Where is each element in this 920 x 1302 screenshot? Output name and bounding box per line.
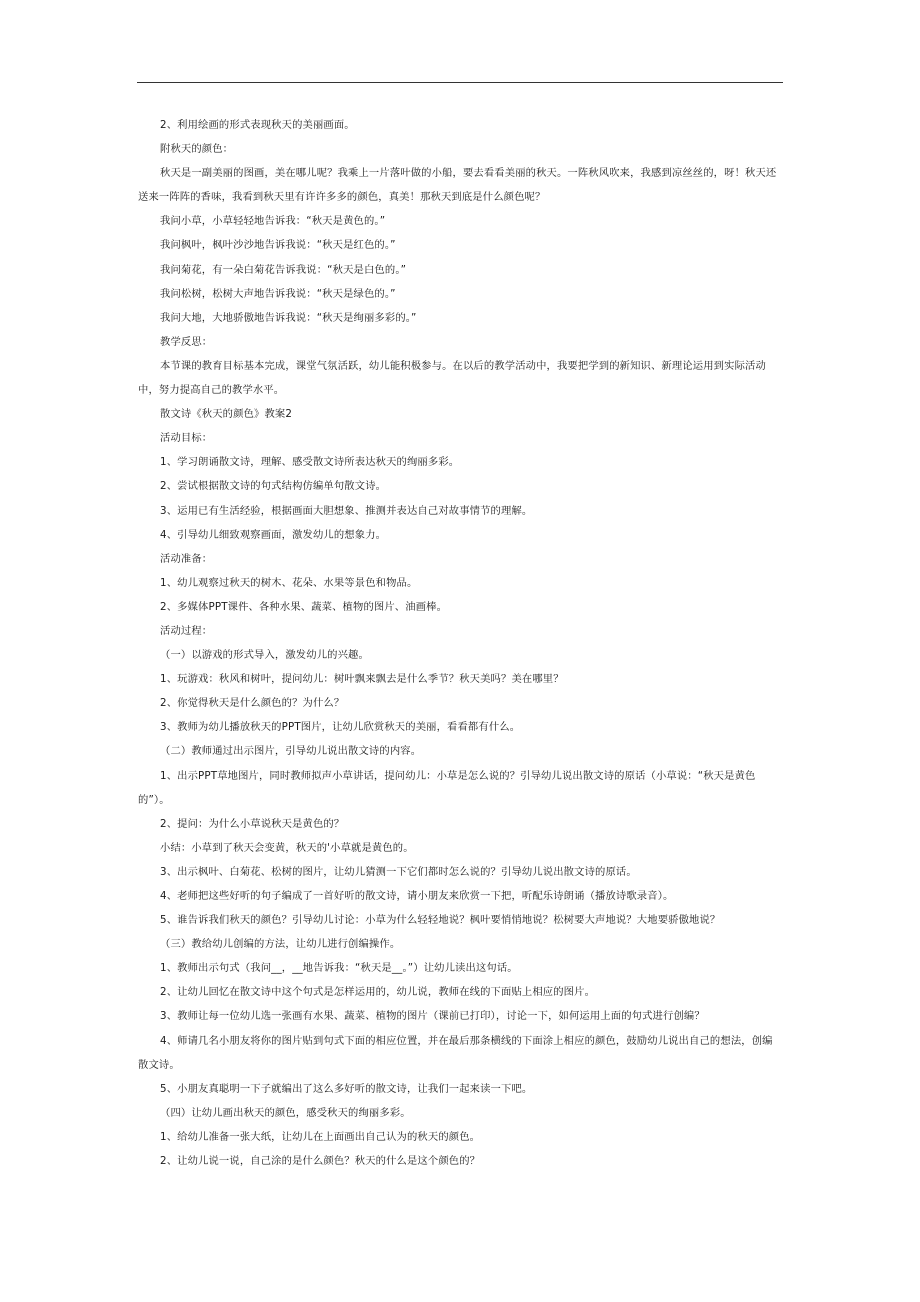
paragraph: 散文诗《秋天的颜色》教案2 bbox=[160, 408, 293, 421]
paragraph: 5、小朋友真聪明一下子就编出了这么多好听的散文诗，让我们一起来读一下吧。 bbox=[160, 1082, 533, 1095]
paragraph: 4、引导幼儿细致观察画面，激发幼儿的想象力。 bbox=[160, 528, 387, 541]
paragraph: 4、老师把这些好听的句子编成了一首好听的散文诗，请小朋友来欣赏一下把，听配乐诗朗诵（播放诗歌录音）。 bbox=[160, 890, 674, 902]
paragraph: 2、提问：为什么小草说秋天是黄色的？ bbox=[160, 817, 345, 830]
paragraph: 3、出示枫叶、白菊花、松树的图片，让幼儿猜测一下它们都时怎么说的？引导幼儿说出散文诗的原话。 bbox=[160, 865, 637, 878]
paragraph: 2、让幼儿回忆在散文诗中这个句式是怎样运用的，幼儿说，教师在线的下面贴上相应的图片。 bbox=[160, 986, 596, 999]
paragraph: 1、玩游戏：秋风和树叶，提问幼儿：树叶飘来飘去是什么季节？秋天美吗？美在哪里？ bbox=[160, 673, 564, 686]
header-rule bbox=[137, 82, 783, 83]
paragraph: 2、多媒体PPT课件、各种水果、蔬菜、植物的图片、油画棒。 bbox=[160, 600, 448, 613]
paragraph: 附秋天的颜色： bbox=[160, 143, 234, 156]
paragraph: 2、让幼儿说一说，自己涂的是什么颜色？秋天的什么是这个颜色的？ bbox=[160, 1155, 481, 1168]
paragraph: 1、出示PPT草地图片，同时教师拟声小草讲话，提问幼儿：小草是怎么说的？引导幼儿说出散文诗的原话（小草说：“秋天是黄色的”）。 bbox=[138, 769, 756, 806]
paragraph: 1、学习朗诵散文诗，理解、感受散文诗所表达秋天的绚丽多彩。 bbox=[160, 456, 460, 469]
paragraph: 教学反思： bbox=[160, 335, 213, 348]
paragraph: 我问小草，小草轻轻地告诉我：“秋天是黄色的。” bbox=[160, 215, 386, 228]
paragraph: 秋天是一副美丽的图画，美在哪儿呢？我乘上一片落叶做的小船，要去看看美丽的秋天。一阵秋风吹来，我感到凉丝丝的，呀！秋天还送来一阵阵的香味，我看到秋天里有许许多多的颜色，真美！那秋天到底是什么颜色呢？ bbox=[138, 167, 777, 204]
paragraph: 2、利用绘画的形式表现秋天的美丽画面。 bbox=[160, 119, 355, 131]
paragraph: 本节课的教育目标基本完成，课堂气氛活跃，幼儿能积极参与。在以后的教学活动中，我要把学到的新知识、新理论运用到实际活动中，努力提高自己的教学水平。 bbox=[138, 359, 766, 397]
paragraph: 1、教师出示句式（我问__，__地告诉我：“秋天是__。”）让幼儿读出这句话。 bbox=[160, 962, 518, 975]
paragraph: 5、谁告诉我们秋天的颜色？引导幼儿讨论：小草为什么轻轻地说？枫叶要悄悄地说？松树要大声地说？大地要骄傲地说？ bbox=[160, 914, 721, 927]
paragraph: 我问大地，大地骄傲地告诉我说：“秋天是绚丽多彩的。” bbox=[160, 311, 417, 324]
paragraph: 2、尝试根据散文诗的句式结构仿编单句散文诗。 bbox=[160, 480, 387, 493]
paragraph: 2、你觉得秋天是什么颜色的？为什么？ bbox=[160, 697, 345, 710]
paragraph: 我问松树，松树大声地告诉我说：“秋天是绿色的。” bbox=[160, 287, 396, 300]
paragraph: 1、给幼儿准备一张大纸，让幼儿在上面画出自己认为的秋天的颜色。 bbox=[160, 1130, 481, 1143]
paragraph: 1、幼儿观察过秋天的树木、花朵、水果等景色和物品。 bbox=[160, 576, 418, 589]
paragraph: 小结：小草到了秋天会变黄，秋天的'小草就是黄色的。 bbox=[160, 841, 414, 854]
paragraph: 活动过程： bbox=[160, 624, 213, 637]
paragraph: 3、运用已有生活经验，根据画面大胆想象、推测并表达自己对故事情节的理解。 bbox=[160, 504, 533, 517]
paragraph: （四）让幼儿画出秋天的颜色，感受秋天的绚丽多彩。 bbox=[160, 1106, 411, 1119]
paragraph: 我问枫叶，枫叶沙沙地告诉我说：“秋天是红色的。” bbox=[160, 239, 396, 252]
document-body bbox=[138, 113, 783, 1173]
paragraph: 活动准备： bbox=[160, 552, 213, 565]
paragraph: 3、教师为幼儿播放秋天的PPT图片，让幼儿欣赏秋天的美丽，看看都有什么。 bbox=[160, 721, 521, 734]
paragraph: 4、师请几名小朋友将你的图片贴到句式下面的相应位置，并在最后那条横线的下面涂上相应的颜色，鼓励幼儿说出自己的想法，创编散文诗。 bbox=[138, 1034, 773, 1071]
paragraph: （一）以游戏的形式导入，激发幼儿的兴趣。 bbox=[160, 649, 369, 662]
paragraph: 活动目标： bbox=[160, 432, 213, 445]
paragraph: 3、教师让每一位幼儿选一张画有水果、蔬菜、植物的图片（课前已打印），讨论一下，如何运用上面的句式进行创编？ bbox=[160, 1010, 705, 1023]
paragraph: （三）教给幼儿创编的方法，让幼儿进行创编操作。 bbox=[160, 938, 401, 951]
paragraph: （二）教师通过出示图片，引导幼儿说出散文诗的内容。 bbox=[160, 745, 422, 758]
paragraph: 我问菊花，有一朵白菊花告诉我说：“秋天是白色的。” bbox=[160, 263, 407, 276]
